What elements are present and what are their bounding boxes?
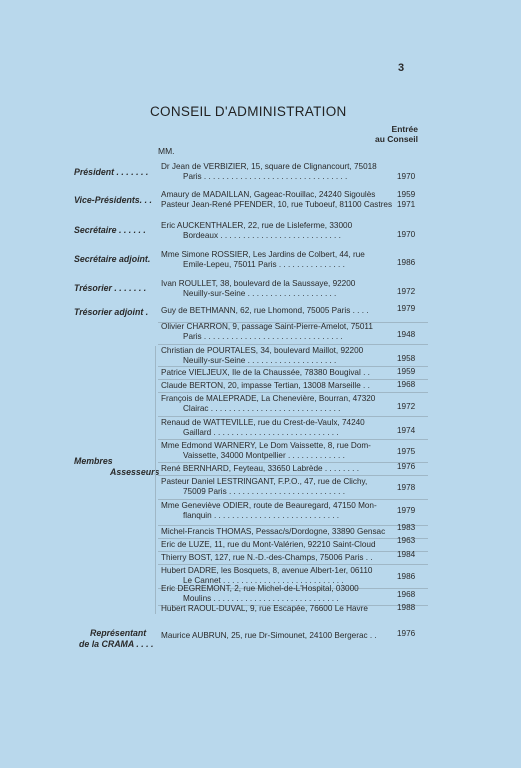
entree-label: Entrée — [391, 124, 418, 134]
entry-secretaire: Eric AUCKENTHALER, 22, rue de Lisleferme, 33000 Bordeaux . . . . . . . . . . . . . . . . . . . . . . . . . . . — [161, 221, 353, 240]
year: 1959 — [397, 367, 416, 376]
role-tresorier: Trésorier . . . . . . . — [74, 283, 147, 293]
separator — [158, 525, 428, 526]
entry-member: Mme Geneviève ODIER, route de Beauregard, 47150 Mon- flanquin . . . . . . . . . . . . . . . . . . . . . . . . . . . . — [161, 501, 377, 520]
year: 1979 — [397, 506, 416, 515]
year: 1988 — [397, 603, 416, 612]
entry-member: Thierry BOST, 127, rue N.-D.-des-Champs, 75006 Paris . . — [161, 553, 373, 562]
role-secretaire: Secrétaire . . . . . . — [74, 225, 146, 235]
separator — [158, 538, 428, 539]
year: 1983 — [397, 523, 416, 532]
entry-tresorier-adjoint: Guy de BETHMANN, 62, rue Lhomond, 75005 Paris . . . . — [161, 306, 369, 315]
separator — [158, 416, 428, 417]
role-vice-presidents: Vice-Présidents. . . — [74, 195, 152, 205]
entry-member: Michel-Francis THOMAS, Pessac/s/Dordogne, 33890 Gensac — [161, 527, 386, 536]
au-conseil-label: au Conseil — [375, 134, 418, 144]
separator — [158, 439, 428, 440]
year: 1978 — [397, 483, 416, 492]
year: 1974 — [397, 426, 416, 435]
separator — [158, 379, 428, 380]
year: 1976 — [397, 629, 416, 638]
year: 1984 — [397, 550, 416, 559]
entry-member: Renaud de WATTEVILLE, rue du Crest-de-Vaulx, 74240 Gaillard . . . . . . . . . . . . . . . . . . . . . . . . . . . . — [161, 418, 365, 437]
year: 1975 — [397, 447, 416, 456]
entry-member: René BERNHARD, Feyteau, 33650 Labrède . . . . . . . . — [161, 464, 359, 473]
separator — [158, 551, 428, 552]
entry-president: Dr Jean de VERBIZIER, 15, square de Clignancourt, 75018 Paris . . . . . . . . . . . . . . . . . . . . . . . . . . . . . . . . — [161, 162, 377, 181]
entry-secretaire-adjoint: Mme Simone ROSSIER, Les Jardins de Colbert, 44, rue Emile-Lepeu, 75011 Paris . . . . . . . . . . . . . . . — [161, 250, 365, 269]
separator — [158, 499, 428, 500]
role-tresorier-adjoint: Trésorier adjoint . — [74, 307, 149, 317]
entry-member: François de MALEPRADE, La Chenevière, Bourran, 47320 Clairac . . . . . . . . . . . . . . . . . . . . . . . . . . . . . — [161, 394, 376, 413]
year: 1986 — [397, 258, 416, 267]
entry-vice-president-1: Amaury de MADAILLAN, Gageac-Rouillac, 24240 Sigoulès — [161, 190, 376, 199]
year: 1972 — [397, 402, 416, 411]
mm-label: MM. — [158, 146, 175, 156]
entry-tresorier: Ivan ROULLET, 38, boulevard de la Saussaye, 92200 Neuilly-sur-Seine . . . . . . . . . . . . . . . . . . . . — [161, 279, 356, 298]
year: 1948 — [397, 330, 416, 339]
year: 1963 — [397, 536, 416, 545]
separator — [158, 392, 428, 393]
entry-member: Patrice VIELJEUX, Ile de la Chaussée, 78380 Bougival . . — [161, 368, 370, 377]
separator — [158, 462, 428, 463]
entry-member: Claude BERTON, 20, impasse Tertian, 13008 Marseille . . — [161, 381, 370, 390]
role-president: Président . . . . . . . — [74, 167, 149, 177]
separator — [158, 366, 428, 367]
year: 1986 — [397, 572, 416, 581]
year: 1970 — [397, 172, 416, 181]
role-de-la-crama: de la CRAMA . . . . — [79, 639, 154, 649]
entry-member: Eric de LUZE, 11, rue du Mont-Valérien, 92210 Saint-Cloud — [161, 540, 376, 549]
entry-member: Christian de POURTALES, 34, boulevard Maillot, 92200 Neuilly-sur-Seine . . . . . . . . . . . . . . . . . . . . — [161, 346, 364, 365]
separator — [158, 564, 428, 565]
entry-representant: Maurice AUBRUN, 25, rue Dr-Simounet, 24100 Bergerac . . — [161, 631, 377, 640]
year: 1958 — [397, 354, 416, 363]
page-number: 3 — [398, 62, 405, 74]
year: 1970 — [397, 230, 416, 239]
year: 1968 — [397, 380, 416, 389]
year: 1972 — [397, 287, 416, 296]
year: 1971 — [397, 200, 416, 209]
role-secretaire-adjoint: Secrétaire adjoint. — [74, 254, 151, 264]
entry-member: Hubert DADRE, les Bosquets, 8, avenue Albert-1er, 06110 Le Cannet . . . . . . . . . . . . . . . . . . . . . . . . . . . — [161, 566, 373, 585]
entree-header — [360, 124, 418, 144]
entry-member: Pasteur Daniel LESTRINGANT, F.P.O., 47, rue de Clichy, 75009 Paris . . . . . . . . . . . . . . . . . . . . . . . . . . — [161, 477, 368, 496]
year: 1968 — [397, 590, 416, 599]
year: 1979 — [397, 304, 416, 313]
year: 1976 — [397, 462, 416, 471]
page-title: CONSEIL D'ADMINISTRATION — [150, 104, 347, 119]
year: 1959 — [397, 190, 416, 199]
entry-member: Olivier CHARRON, 9, passage Saint-Pierre-Amelot, 75011 Paris . . . . . . . . . . . . . . . . . . . . . . . . . . . . . . . — [161, 322, 373, 341]
role-representant: Représentant — [90, 628, 147, 638]
role-assesseurs: Assesseurs — [110, 467, 160, 477]
role-membres: Membres — [74, 456, 113, 466]
entry-member: Mme Edmond WARNERY, Le Dom Vaissette, 8, rue Dom- Vaissette, 34000 Montpellier . . . . . . . . . . . . . — [161, 441, 371, 460]
members-brace-line — [155, 346, 156, 614]
entry-member: Eric DEGREMONT, 2, rue Michel-de-L'Hospital, 03000 Moulins . . . . . . . . . . . . . . . . . . . . . . . . . . . . — [161, 584, 359, 603]
entry-member: Hubert RAOUL-DUVAL, 9, rue Escapée, 76600 Le Havre — [161, 604, 368, 613]
entry-vice-president-2: Pasteur Jean-René PFENDER, 10, rue Tuboeuf, 81100 Castres — [161, 200, 393, 209]
separator — [158, 344, 428, 345]
separator — [158, 475, 428, 476]
